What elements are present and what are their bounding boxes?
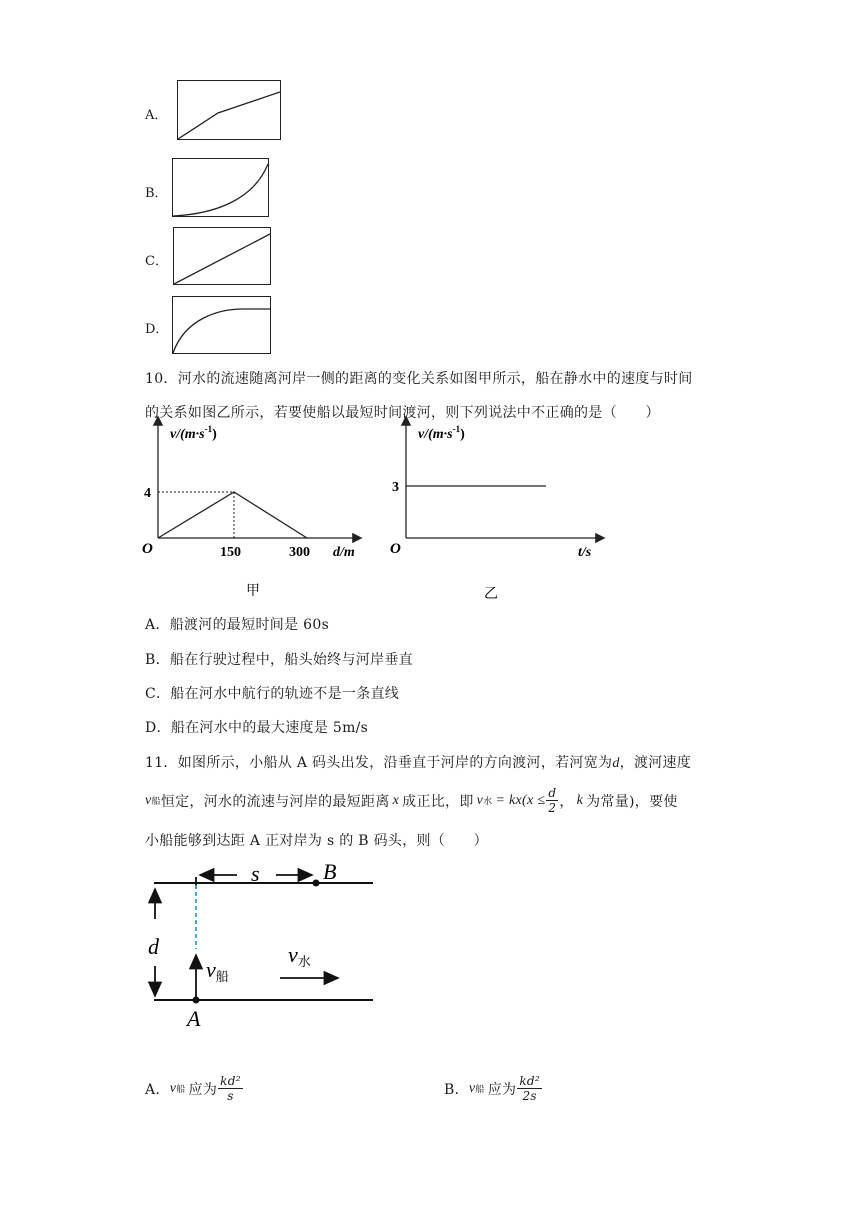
jia-x-tick-150: 150 xyxy=(220,545,241,560)
d-label: d xyxy=(148,934,159,959)
q11-stem-line2: v 船 恒定，河水的流速与河岸的最短距离 x 成正比，即 v 水 = kx(x ≤ $\frac{d}{2}$ ， k 为常量)，要使 xyxy=(145,786,678,815)
q10-stem-line2: 的关系如图乙所示，若要使船以最短时间渡河，则下列说法中不正确的是（ ） xyxy=(145,405,660,421)
v-boat-label: v船 xyxy=(206,957,229,984)
q10-option-c[interactable]: C．船在河水中航行的轨迹不是一条直线 xyxy=(145,686,400,702)
jia-ylabel: $v/(m\cdot s^{-1})$ xyxy=(170,424,217,442)
q9-option-a-label: A． xyxy=(145,108,168,123)
point-a xyxy=(193,997,200,1004)
yi-ylabel: $v/(m\cdot s^{-1})$ xyxy=(418,424,465,442)
q9-graph-c-curve xyxy=(174,228,270,284)
yi-caption: 乙 xyxy=(484,587,498,602)
q9-graph-a xyxy=(177,80,281,140)
q10-option-d[interactable]: D．船在河水中的最大速度是 5m/s xyxy=(145,720,369,736)
q9-graph-d-curve xyxy=(173,297,270,353)
q9-option-d-label: D． xyxy=(145,322,169,337)
q9-graph-c xyxy=(173,227,271,285)
q11-river-diagram xyxy=(140,855,385,1035)
q11-stem-line3: 小船能够到达距 A 正对岸为 s 的 B 码头，则（ ） xyxy=(145,833,488,849)
q11-option-a[interactable]: A． v 船 应为 $\frac{\text{kd²}}{s}$ xyxy=(145,1074,241,1103)
jia-origin: O xyxy=(142,541,153,557)
q9-option-b-label: B． xyxy=(145,186,168,201)
yi-xlabel: t/s xyxy=(578,545,592,560)
jia-y-tick-4: 4 xyxy=(144,486,151,501)
q10-figure-jia xyxy=(140,410,380,610)
q9-graph-b xyxy=(172,158,269,217)
jia-xlabel: d/m xyxy=(333,545,355,560)
q9-option-c-label: C． xyxy=(145,254,168,269)
jia-caption: 甲 xyxy=(246,584,260,599)
q10-option-a[interactable]: A．船渡河的最短时间是 60s xyxy=(145,617,330,633)
point-b xyxy=(313,880,320,887)
jia-x-tick-300: 300 xyxy=(289,545,310,560)
b-label: B xyxy=(323,859,337,884)
jia-velocity-line xyxy=(158,492,307,538)
q10-option-b[interactable]: B．船在行驶过程中，船头始终与河岸垂直 xyxy=(145,652,413,668)
yi-y-tick-3: 3 xyxy=(392,480,399,495)
v-water-label: v水 xyxy=(288,942,311,969)
a-label: A xyxy=(187,1006,201,1031)
q9-graph-b-curve xyxy=(173,159,268,216)
q11-stem-line1: 11．如图所示，小船从 A 码头出发，沿垂直于河岸的方向渡河，若河宽为d，渡河速度 xyxy=(145,755,692,771)
q10-stem-line1: 10．河水的流速随离河岸一侧的距离的变化关系如图甲所示，船在静水中的速度与时间 xyxy=(145,371,693,387)
yi-origin: O xyxy=(390,541,401,557)
q11-option-b[interactable]: B． v 船 应为 $\frac{\text{kd²}}{2s}$ xyxy=(444,1074,540,1103)
q10-figure-yi xyxy=(388,410,618,610)
s-label: s xyxy=(251,861,260,886)
q9-graph-d xyxy=(172,296,271,354)
q9-graph-a-curve xyxy=(178,81,280,139)
